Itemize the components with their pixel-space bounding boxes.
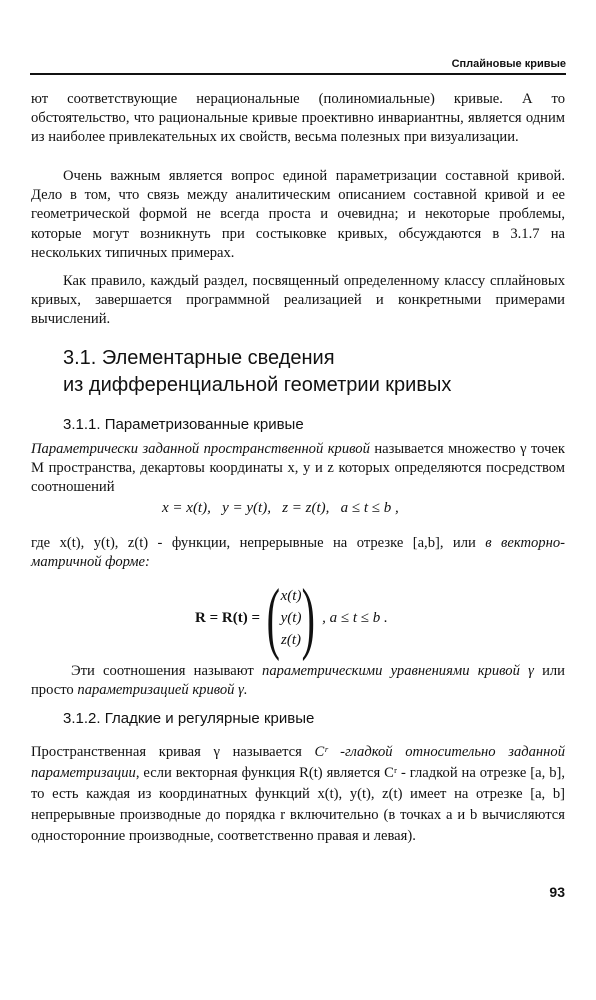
sub1-paragraph-1 xyxy=(31,440,565,498)
sub2-paragraph-1 xyxy=(31,742,565,847)
term-vector-matrix-form: в векторно-матричной форме: xyxy=(31,535,565,571)
matrix-entry-z: z(t) xyxy=(281,632,302,648)
intro-paragraph-3: Как правило, каждый раздел, посвященный определенному классу сплайновых кривых, завершается программной реализацией и конкретными примерами вычислений. xyxy=(31,273,565,328)
matrix-rhs: , a ≤ t ≤ b . xyxy=(322,609,388,626)
subsection-2-title: 3.1.2. Гладкие и регулярные кривые xyxy=(63,710,315,727)
header-rule xyxy=(30,73,566,75)
right-paren: ) xyxy=(302,574,316,662)
subsection-1-title: 3.1.1. Параметризованные кривые xyxy=(63,416,304,433)
sub1-p2-start: где x(t), y(t), z(t) - функции, непрерывные на отрезке [a,b], или xyxy=(31,535,486,551)
intro-paragraph-2: Очень важным является вопрос единой параметризации составной кривой. Дело в том, что связь между аналитическим описанием составной кривой и ее геометрической формой не всегда проста и очевидна; и некоторые проблемы, которые могут возникнуть при состыковке кривых, обсуждаются в 3.1.7 на нескольких типичных примерах. xyxy=(31,168,565,261)
sub1-p3-start: Эти соотношения называют xyxy=(71,663,263,679)
equation-parametric: x = x(t), y = y(t), z = z(t), a ≤ t ≤ b , xyxy=(162,500,399,516)
matrix-entry-y: y(t) xyxy=(280,610,302,626)
section-heading xyxy=(63,345,451,399)
left-paren: ( xyxy=(266,574,280,662)
sub1-p3-mid: или просто xyxy=(31,663,565,699)
intro-paragraph-1: ют соответствующие нерациональные (полиномиальные) кривые. А то обстоятельство, что рациональные кривые проективно инвариантны, является одним из наиболее привлекательных их свойств, весьма полезных при визуализации. xyxy=(31,91,565,146)
sub1-paragraph-2 xyxy=(31,534,565,572)
sub2-p1-start: Пространственная кривая γ называется xyxy=(31,744,315,760)
term-parametrization: параметризацией кривой γ. xyxy=(77,682,248,699)
equation-vector-matrix xyxy=(195,574,388,662)
sub2-p1-rest: , если векторная функция R(t) является Cʳ - гладкой на отрезке [a, b], то есть каждая из координатных функций x(t), y(t), z(t) имеет на отрезке [a, b] непрерывные производные до порядка r включительно (в точках a и b вычисляются односторонние производные, соответственно правая и левая). xyxy=(31,765,565,844)
section-title-line1: 3.1. Элементарные сведения xyxy=(63,347,335,369)
section-title-line2: из дифференциальной геометрии кривых xyxy=(63,374,452,396)
page-number: 93 xyxy=(549,884,565,900)
sub1-paragraph-3 xyxy=(31,662,565,700)
matrix-column xyxy=(281,585,302,651)
running-header: Сплайновые кривые xyxy=(451,58,566,70)
matrix-entry-x: x(t) xyxy=(280,588,302,604)
term-parametric-equations: параметрическими уравнениями кривой γ xyxy=(262,663,534,679)
term-parametric-curve: Параметрически заданной пространственной кривой xyxy=(31,441,370,457)
sub1-p1-rest: называется множество γ точек M пространства, декартовы координаты x, y и z которых определяются посредством соотношений xyxy=(31,441,565,496)
term-smooth-curve: Cʳ -гладкой относительно заданной параметризации xyxy=(31,744,565,781)
matrix-lhs: R = R(t) = xyxy=(195,609,260,626)
